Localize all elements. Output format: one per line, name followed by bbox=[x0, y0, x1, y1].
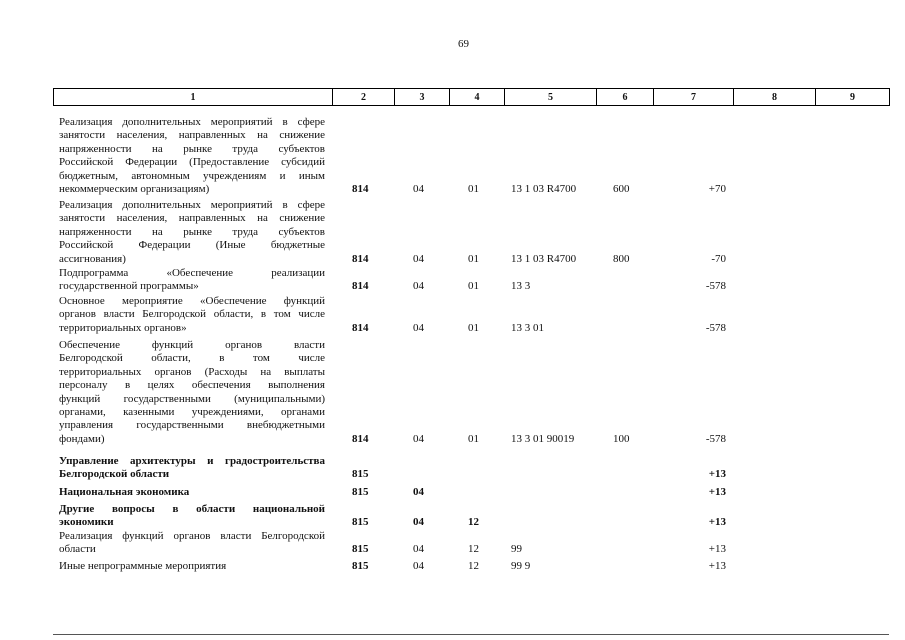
row-description bbox=[59, 116, 325, 196]
cell-col-4: 01 bbox=[468, 183, 479, 195]
row-description bbox=[59, 295, 325, 335]
cell-col-7: +13 bbox=[708, 486, 726, 498]
header-col-5: 5 bbox=[505, 89, 597, 106]
description-line: напряженности на рынке труда субъектов bbox=[59, 225, 325, 238]
cell-col-5: 99 bbox=[511, 543, 522, 556]
cell-col-2: 814 bbox=[352, 321, 369, 334]
cell-col-2: 814 bbox=[352, 183, 369, 195]
description-line: функций государственными (муниципальными) bbox=[59, 392, 325, 405]
header-col-4: 4 bbox=[450, 89, 505, 106]
description-line: Другие вопросы в области национальной bbox=[59, 503, 325, 515]
row-description bbox=[59, 530, 325, 557]
cell-col-4: 12 bbox=[468, 560, 479, 572]
cell-col-4: 01 bbox=[468, 280, 479, 293]
cell-col-6: 100 bbox=[613, 432, 630, 445]
description-line: Подпрограмма «Обеспечение реализации bbox=[59, 267, 325, 279]
description-line: Национальная экономика bbox=[59, 486, 190, 498]
cell-col-6: 600 bbox=[613, 183, 630, 195]
header-col-9: 9 bbox=[816, 89, 890, 106]
column-header-table bbox=[53, 88, 890, 106]
description-line: Реализация дополнительных мероприятий в сфере bbox=[59, 199, 325, 211]
cell-col-3: 04 bbox=[413, 432, 424, 445]
description-line: фондами) bbox=[59, 432, 105, 445]
description-line: занятости населения, направленных на снижение bbox=[59, 129, 325, 142]
cell-col-7: -70 bbox=[711, 252, 726, 265]
cell-col-4: 01 bbox=[468, 321, 479, 334]
description-line: территориальных органов» bbox=[59, 321, 187, 334]
cell-col-2: 815 bbox=[352, 468, 369, 481]
cell-col-7: +13 bbox=[708, 543, 726, 556]
description-line: органов власти Белгородской области, в том числе bbox=[59, 308, 325, 321]
cell-col-6: 800 bbox=[613, 252, 630, 265]
cell-col-2: 814 bbox=[352, 252, 369, 265]
description-line: Управление архитектуры и градостроительства bbox=[59, 455, 325, 467]
cell-col-3: 04 bbox=[413, 183, 424, 195]
row-description bbox=[59, 560, 325, 573]
cell-col-5: 13 3 bbox=[511, 280, 531, 293]
cell-col-3: 04 bbox=[413, 486, 424, 498]
cell-col-3: 04 bbox=[413, 321, 424, 334]
description-line: управления государственными внебюджетными bbox=[59, 419, 325, 432]
description-line: Белгородской области, в том числе bbox=[59, 352, 325, 365]
cell-col-5: 13 3 01 90019 bbox=[511, 432, 575, 445]
row-description bbox=[59, 339, 325, 446]
header-col-8: 8 bbox=[734, 89, 816, 106]
cell-col-3: 04 bbox=[413, 280, 424, 293]
description-line: бюджетным, автономным учреждениям и иным bbox=[59, 169, 325, 182]
row-description bbox=[59, 455, 325, 482]
description-line: некоммерческим организациям) bbox=[59, 183, 210, 196]
cell-col-5: 13 1 03 R4700 bbox=[511, 252, 577, 265]
cell-col-3: 04 bbox=[413, 543, 424, 556]
description-line: персоналу в целях обеспечения выполнения bbox=[59, 379, 325, 392]
description-line: государственной программы» bbox=[59, 280, 199, 293]
cell-col-2: 814 bbox=[352, 280, 369, 293]
cell-col-7: +13 bbox=[708, 560, 726, 572]
description-line: Основное мероприятие «Обеспечение функций bbox=[59, 295, 325, 307]
description-line: Обеспечение функций органов власти bbox=[59, 339, 325, 351]
description-line: Российской Федерации (Иные бюджетные bbox=[59, 239, 325, 252]
row-description bbox=[59, 486, 325, 499]
cell-col-7: -578 bbox=[705, 280, 726, 293]
description-line: территориальных органов (Расходы на выплаты bbox=[59, 365, 325, 378]
cell-col-7: -578 bbox=[705, 432, 726, 445]
cell-col-4: 12 bbox=[468, 543, 479, 556]
cell-col-3: 04 bbox=[413, 252, 424, 265]
cell-col-4: 12 bbox=[468, 516, 479, 529]
description-line: Белгородской области bbox=[59, 468, 170, 481]
cell-col-7: +13 bbox=[708, 468, 726, 481]
cell-col-7: +70 bbox=[708, 183, 726, 195]
cell-col-2: 815 bbox=[352, 516, 369, 529]
page-number: 69 bbox=[458, 38, 469, 50]
header-col-1: 1 bbox=[54, 89, 333, 106]
description-line: органами, казенными учреждениями, органами bbox=[59, 406, 325, 419]
cell-col-2: 815 bbox=[352, 543, 369, 556]
description-line: экономики bbox=[59, 516, 114, 529]
row-description bbox=[59, 503, 325, 530]
description-line: Иные непрограммные мероприятия bbox=[59, 560, 227, 572]
bottom-rule bbox=[53, 634, 889, 635]
header-col-7: 7 bbox=[654, 89, 734, 106]
description-line: Российской Федерации (Предоставление субсидий bbox=[59, 156, 325, 169]
cell-col-2: 815 bbox=[352, 560, 369, 572]
description-line: Реализация дополнительных мероприятий в сфере bbox=[59, 116, 325, 128]
cell-col-3: 04 bbox=[413, 560, 424, 572]
description-line: напряженности на рынке труда субъектов bbox=[59, 142, 325, 155]
cell-col-7: +13 bbox=[708, 516, 726, 529]
header-col-6: 6 bbox=[597, 89, 654, 106]
description-line: занятости населения, направленных на снижение bbox=[59, 212, 325, 225]
header-col-3: 3 bbox=[395, 89, 450, 106]
description-line: области bbox=[59, 543, 96, 556]
description-line: ассигнования) bbox=[59, 252, 126, 265]
cell-col-4: 01 bbox=[468, 432, 479, 445]
cell-col-5: 99 9 bbox=[511, 560, 531, 572]
cell-col-5: 13 1 03 R4700 bbox=[511, 183, 577, 195]
cell-col-4: 01 bbox=[468, 252, 479, 265]
header-col-2: 2 bbox=[333, 89, 395, 106]
cell-col-2: 815 bbox=[352, 486, 369, 498]
row-description bbox=[59, 267, 325, 294]
cell-col-2: 814 bbox=[352, 432, 369, 445]
cell-col-5: 13 3 01 bbox=[511, 321, 544, 334]
cell-col-3: 04 bbox=[413, 516, 424, 529]
description-line: Реализация функций органов власти Белгородской bbox=[59, 530, 325, 542]
cell-col-7: -578 bbox=[705, 321, 726, 334]
row-description bbox=[59, 199, 325, 266]
